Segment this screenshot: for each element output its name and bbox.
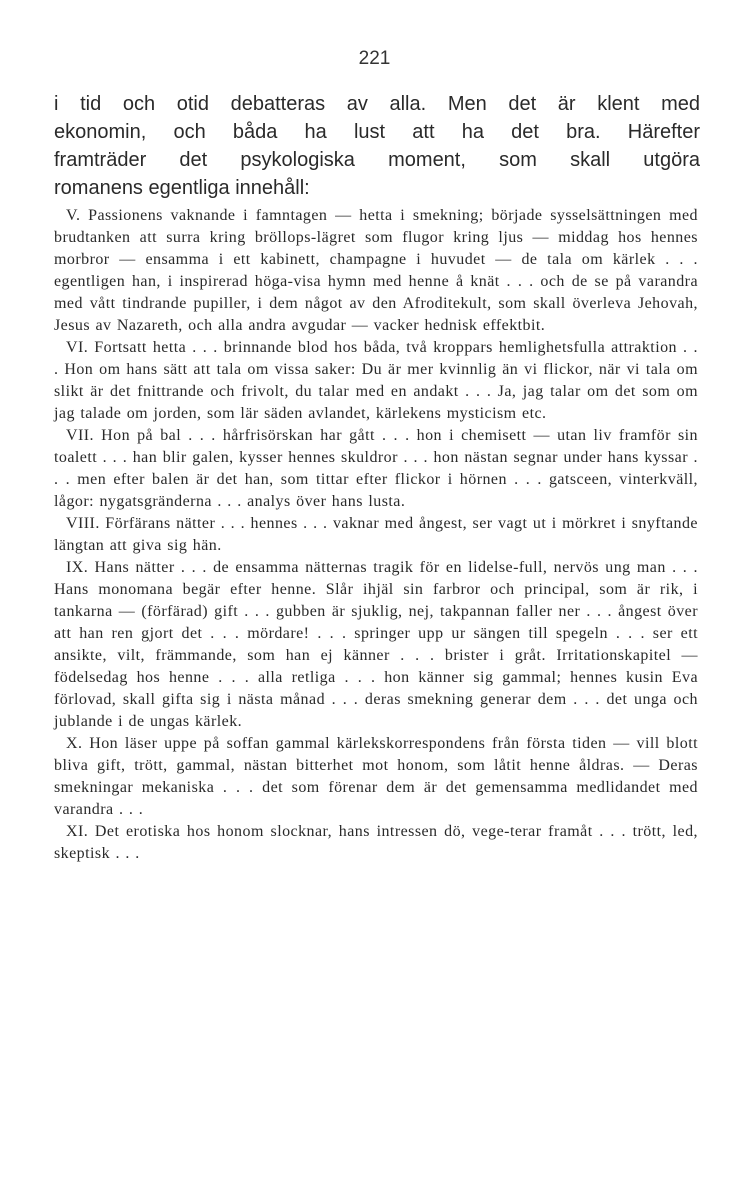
section-vi: VI. Fortsatt hetta . . . brinnande blod hos båda, två kroppars hemlighetsfulla attraktion . . . Hon om hans sätt att tala om vissa saker: Du är mer kvinnlig än vi flickor, när vi tala om slikt är det fnittrande och frivolt, du talar med en andakt . . . Ja, jag talar om det som om jag talade om jorden, som lär säden avlandet, kärlekens mysticism etc. — [54, 339, 698, 422]
intro-line: framträder det psykologiska moment, som skall utgöra — [54, 149, 700, 171]
section-v: V. Passionens vaknande i famntagen — hetta i smekning; började sysselsättningen med brudtanken att surra kring bröllops-lägret som flugor kring ljus — middag hos hennes morbror — ensamma i ett kabinett, champagne i huvudet — de tala om kärlek . . . egentligen han, i inspirerad höga-visa hymn med henne å knät . . . och de se på varandra med vått tindrande pupiller, i dem något av den Afroditekult, som skall överleva Jehovah, Jesus av Nazareth, och alla andra avgudar — vacker hednisk effektbit. — [54, 207, 698, 334]
section-viii: VIII. Förfärans nätter . . . hennes . . . vaknar med ångest, ser vagt ut i mörkret i snyftande längtan att giva sig hän. — [54, 515, 698, 554]
intro-line: romanens egentliga innehåll: — [54, 177, 310, 199]
section-vii: VII. Hon på bal . . . hårfrisörskan har gått . . . hon i chemisett — utan liv framför sin toalett . . . han blir galen, kysser hennes skuldror . . . hon nästan segnar under hans kyssar . . . men efter balen är det han, som tittar efter flickor i hörnen . . . gatsceen, vinterkväll, lågor: nygatsgränderna . . . analys över hans lusta. — [54, 427, 698, 510]
intro-line: ekonomin, och båda ha lust att ha det bra. Härefter — [54, 121, 700, 143]
section-ix: IX. Hans nätter . . . de ensamma nätternas tragik för en lidelse-full, nervös ung man . . . Hans monomana begär efter henne. Slår ihjäl sin farbror och principal, som är rik, i tankarna — (förfärad) gift . . . gubben är sjuklig, nej, takpannan faller ner . . . ångest över att han ren gjort det . . . mördare! . . . springer upp ur sängen till spegeln . . . ser ett ansikte, vilt, främmande, som han ej känner . . . brister i gråt. Irritationskapitel — födelsedag hos henne . . . alla retliga . . . hon känner sig gammal; hennes kusin Eva förlovad, skall gifta sig i nästa månad . . . deras smekning generar dem . . . det unga och jublande i de ungas kärlek. — [54, 559, 698, 730]
chapter-outline — [54, 205, 698, 865]
section-xi: XI. Det erotiska hos honom slocknar, hans intressen dö, vege-terar framåt . . . trött, led, skeptisk . . . — [54, 823, 698, 862]
section-x: X. Hon läser uppe på soffan gammal kärlekskorrespondens från första tiden — vill blott bliva gift, trött, gammal, nästan bitterhet mot honom, som låtit henne åldras. — Deras smekningar mekaniska . . . det som förenar dem är det gemensamma medlidandet med varandra . . . — [54, 735, 698, 818]
page-number: 221 — [358, 48, 391, 69]
intro-paragraph — [54, 90, 700, 202]
intro-line: i tid och otid debatteras av alla. Men det är klent med — [54, 93, 700, 115]
